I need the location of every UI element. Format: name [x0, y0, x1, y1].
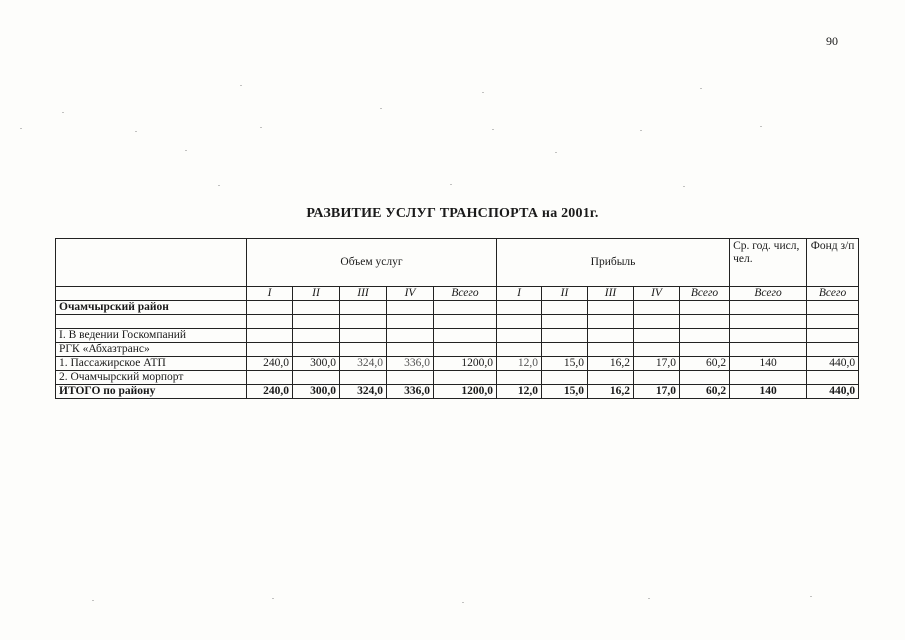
table-cell — [588, 329, 634, 343]
table-cell — [542, 315, 588, 329]
table-cell — [542, 371, 588, 385]
table-cell — [542, 329, 588, 343]
table-cell — [387, 329, 434, 343]
header-profit: Прибыль — [497, 239, 730, 287]
table-cell: 324,0 — [340, 357, 387, 371]
table-cell — [807, 315, 859, 329]
table-cell — [387, 343, 434, 357]
row-label: ИТОГО по району — [56, 385, 247, 399]
table-cell — [340, 371, 387, 385]
table-cell: 17,0 — [634, 385, 680, 399]
row-label: 2. Очамчырский морпорт — [56, 371, 247, 385]
subheader-cell: Всего — [434, 287, 497, 301]
table-cell: 60,2 — [680, 357, 730, 371]
row-label: РГК «Абхазтранс» — [56, 343, 247, 357]
table-cell — [247, 371, 293, 385]
table-cell: 1200,0 — [434, 357, 497, 371]
table-subheader-row — [56, 287, 859, 301]
row-label: 1. Пассажирское АТП — [56, 357, 247, 371]
transport-services-table — [55, 238, 859, 399]
table-cell: 440,0 — [807, 357, 859, 371]
table-cell: 12,0 — [497, 357, 542, 371]
table-cell — [293, 371, 340, 385]
table-cell — [497, 343, 542, 357]
table-cell — [340, 301, 387, 315]
table-cell — [807, 343, 859, 357]
table-cell: 324,0 — [340, 385, 387, 399]
table-cell — [434, 371, 497, 385]
table-cell — [634, 371, 680, 385]
table-cell — [340, 343, 387, 357]
table-cell — [340, 329, 387, 343]
table-cell — [247, 329, 293, 343]
table-cell — [807, 329, 859, 343]
table-cell — [497, 329, 542, 343]
table-cell: 1200,0 — [434, 385, 497, 399]
table-cell: 300,0 — [293, 357, 340, 371]
table-cell — [807, 371, 859, 385]
page-number: 90 — [826, 34, 838, 48]
table-cell — [434, 315, 497, 329]
table-cell: 240,0 — [247, 385, 293, 399]
table-cell — [634, 343, 680, 357]
subheader-cell: IV — [387, 287, 434, 301]
subheader-cell: Всего — [730, 287, 807, 301]
header-avg-staff: Ср. год. числ, чел. — [730, 239, 807, 287]
table-row — [56, 343, 859, 357]
table-cell — [680, 371, 730, 385]
subheader-cell: III — [340, 287, 387, 301]
table-cell — [434, 329, 497, 343]
table-cell — [634, 329, 680, 343]
table-cell — [730, 343, 807, 357]
table-cell — [588, 315, 634, 329]
table-row — [56, 301, 859, 315]
table-cell — [497, 301, 542, 315]
table-cell — [434, 343, 497, 357]
table-cell: 16,2 — [588, 357, 634, 371]
document-title: РАЗВИТИЕ УСЛУГ ТРАНСПОРТА на 2001г. — [306, 206, 599, 221]
table-cell — [588, 343, 634, 357]
table-row — [56, 357, 859, 371]
table-cell: 336,0 — [387, 385, 434, 399]
header-wage-fund: Фонд з/п — [807, 239, 859, 287]
table-cell: 12,0 — [497, 385, 542, 399]
table-cell — [807, 301, 859, 315]
subheader-empty-cell — [56, 287, 247, 301]
row-label: I. В ведении Госкомпаний — [56, 329, 247, 343]
table-cell — [387, 315, 434, 329]
table-cell — [387, 371, 434, 385]
table-cell — [634, 315, 680, 329]
table-cell — [293, 329, 340, 343]
table-cell: 60,2 — [680, 385, 730, 399]
table-body — [56, 301, 859, 399]
table-cell — [680, 315, 730, 329]
table-cell: 440,0 — [807, 385, 859, 399]
subheader-cell: Всего — [680, 287, 730, 301]
table-cell — [730, 301, 807, 315]
table-cell — [247, 315, 293, 329]
table-cell — [634, 301, 680, 315]
table-cell — [247, 301, 293, 315]
table-cell — [680, 329, 730, 343]
subheader-cell: II — [293, 287, 340, 301]
table-cell — [293, 315, 340, 329]
table-cell — [542, 343, 588, 357]
table-row — [56, 371, 859, 385]
table-cell: 336,0 — [387, 357, 434, 371]
table-cell — [542, 301, 588, 315]
table-cell: 300,0 — [293, 385, 340, 399]
table-cell — [680, 343, 730, 357]
subheader-cell: IV — [634, 287, 680, 301]
table-cell — [497, 371, 542, 385]
table-cell: 140 — [730, 357, 807, 371]
row-label — [56, 315, 247, 329]
table-cell: 16,2 — [588, 385, 634, 399]
header-empty-cell — [56, 239, 247, 287]
table-cell — [434, 301, 497, 315]
table-cell — [293, 301, 340, 315]
table-row — [56, 315, 859, 329]
table-row — [56, 329, 859, 343]
table-header-row — [56, 239, 859, 287]
subheader-cell: Всего — [807, 287, 859, 301]
table-cell: 15,0 — [542, 385, 588, 399]
table-cell: 15,0 — [542, 357, 588, 371]
subheader-cell: I — [497, 287, 542, 301]
table-cell — [730, 371, 807, 385]
table-cell: 140 — [730, 385, 807, 399]
table-cell — [387, 301, 434, 315]
table-cell: 240,0 — [247, 357, 293, 371]
table-cell — [247, 343, 293, 357]
table-cell — [340, 315, 387, 329]
table-cell — [497, 315, 542, 329]
table-cell — [730, 315, 807, 329]
table-cell — [680, 301, 730, 315]
subheader-cell: II — [542, 287, 588, 301]
table-cell — [588, 301, 634, 315]
table-row — [56, 385, 859, 399]
header-volume: Объем услуг — [247, 239, 497, 287]
table-cell: 17,0 — [634, 357, 680, 371]
table-cell — [730, 329, 807, 343]
subheader-cell: III — [588, 287, 634, 301]
subheader-cell: I — [247, 287, 293, 301]
table-cell — [293, 343, 340, 357]
table-cell — [588, 371, 634, 385]
row-label: Очамчырский район — [56, 301, 247, 315]
